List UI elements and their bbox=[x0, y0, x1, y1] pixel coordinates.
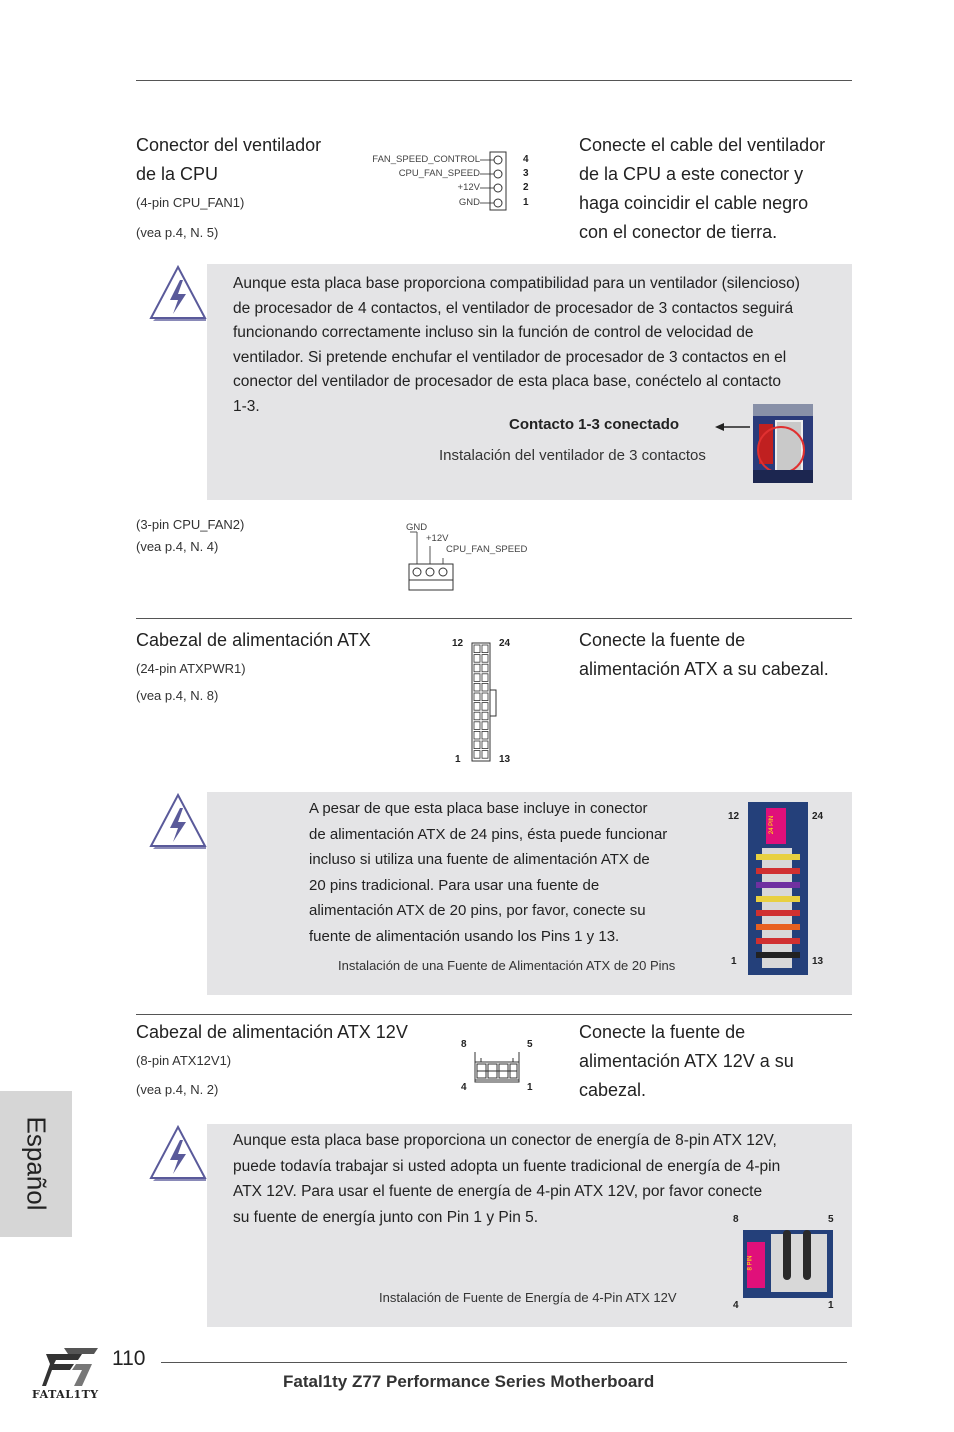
fan2-connector-graphic bbox=[408, 530, 456, 592]
atx-pin-cell bbox=[474, 741, 480, 749]
fan-install-photo bbox=[753, 404, 813, 483]
atx-pin-cell bbox=[474, 683, 480, 691]
note2-caption: Instalación de una Fuente de Alimentación ATX de 20 Pins bbox=[338, 958, 676, 973]
language-tab-label: Español bbox=[21, 1116, 52, 1211]
cpu-fan-ref: (vea p.4, N. 5) bbox=[136, 225, 219, 240]
atx-pin-cell bbox=[474, 703, 480, 711]
product-name: Fatal1ty Z77 Performance Series Motherboard bbox=[283, 1372, 655, 1391]
atx-ref: (vea p.4, N. 8) bbox=[136, 688, 219, 703]
note3-caption: Instalación de Fuente de Energía de 4-Pin ATX 12V bbox=[379, 1290, 677, 1305]
fatal1ty-logo-icon bbox=[42, 1346, 102, 1388]
pin-label-12v: +12V bbox=[457, 182, 480, 193]
atx12v-install-photo bbox=[743, 1230, 833, 1298]
note3-photo-num-8: 8 bbox=[733, 1214, 739, 1225]
atx-pin-cell bbox=[482, 731, 488, 739]
note2-photo-num-1: 1 bbox=[731, 956, 737, 967]
atx-pin-cell bbox=[482, 751, 488, 759]
atx-install-photo bbox=[748, 802, 808, 975]
atx-pin-cell bbox=[482, 712, 488, 720]
cpu-fan-desc-line3: haga coincidir el cable negro bbox=[579, 193, 809, 213]
atx-desc-line2: alimentación ATX a su cabezal. bbox=[579, 659, 829, 679]
note3-photo-num-4: 4 bbox=[733, 1300, 739, 1311]
atx-pin-cell bbox=[482, 741, 488, 749]
note1-line6: 1-3. bbox=[233, 397, 260, 415]
footer-rule bbox=[161, 1362, 847, 1363]
atx-desc-line1: Conecte la fuente de bbox=[579, 630, 746, 650]
pin-number-1: 1 bbox=[523, 197, 529, 208]
atx-pin-cell bbox=[482, 655, 488, 663]
atx12v-title: Cabezal de alimentación ATX 12V bbox=[136, 1022, 408, 1042]
atx-num-1: 1 bbox=[455, 754, 461, 765]
atx12v-diagram bbox=[455, 1036, 545, 1096]
atx-pin-cell bbox=[482, 683, 488, 691]
cpu-fan-pin: (4-pin CPU_FAN1) bbox=[136, 195, 245, 210]
pin-label-gnd: GND bbox=[458, 197, 480, 208]
top-rule bbox=[136, 80, 852, 81]
atx-pin-cell bbox=[482, 722, 488, 730]
note1-text bbox=[233, 272, 853, 419]
note2-line1: A pesar de que esta placa base incluye in conector bbox=[309, 800, 648, 817]
note3-line2: puede todavía trabajar si usted adopta un fuente tradicional de energía de 4-pin bbox=[233, 1157, 781, 1175]
atx-pin-cell bbox=[482, 674, 488, 682]
warning-icon bbox=[148, 264, 208, 322]
pin-number-2: 2 bbox=[523, 182, 529, 193]
note1-line5: conector del ventilador de procesador de esta placa base, conéctelo al contacto bbox=[233, 373, 782, 390]
note-box-atx12v bbox=[207, 1124, 852, 1327]
fatal1ty-logo bbox=[30, 1346, 110, 1406]
cpu-fan-title bbox=[136, 131, 321, 189]
fan2-label-12v: +12V bbox=[426, 533, 449, 544]
note1-line1: Aunque esta placa base proporciona compatibilidad para un ventilador (silencioso) bbox=[233, 275, 800, 292]
note-box-atx bbox=[207, 792, 852, 995]
note1-caption: Instalación del ventilador de 3 contactos bbox=[439, 447, 706, 464]
cpu-fan-diagram bbox=[350, 150, 540, 214]
atx12v-8pin-grid bbox=[471, 1048, 523, 1084]
note3-text bbox=[233, 1128, 780, 1230]
atx12v-num-1: 1 bbox=[527, 1082, 533, 1093]
atx-pin-cell bbox=[474, 712, 480, 720]
cpu-fan-title-line2: de la CPU bbox=[136, 164, 219, 184]
atx-photo-label: 24 PIN bbox=[769, 815, 776, 835]
atx-pin-cell bbox=[474, 731, 480, 739]
atx-pin-cell bbox=[474, 645, 480, 653]
atx-24pin-grid bbox=[471, 642, 503, 762]
cpu-fan-desc-line1: Conecte el cable del ventilador bbox=[579, 135, 826, 155]
atx12v-num-4: 4 bbox=[461, 1082, 467, 1093]
note1-line3: funcionando correctamente incluso sin la función de control de velocidad de bbox=[233, 324, 754, 341]
atx-pin-cell bbox=[482, 645, 488, 653]
atx12v-num-5: 5 bbox=[527, 1039, 533, 1050]
pin-number-3: 3 bbox=[523, 168, 529, 179]
pin-label-fan-speed-control: FAN_SPEED_CONTROL bbox=[372, 154, 480, 165]
note2-line4: 20 pins tradicional. Para usar una fuente de bbox=[309, 876, 600, 894]
atx-pin-cell bbox=[474, 674, 480, 682]
cpu-fan-desc-line2: de la CPU a este conector y bbox=[579, 164, 804, 184]
atx12v-ref: (vea p.4, N. 2) bbox=[136, 1082, 219, 1097]
cpu-fan2-pin: (3-pin CPU_FAN2) bbox=[136, 517, 245, 532]
section-rule-atx12v bbox=[136, 1014, 852, 1015]
atx-num-13: 13 bbox=[499, 754, 511, 765]
note3-line4: su fuente de energía junto con Pin 1 y Pin 5. bbox=[233, 1208, 539, 1226]
atx-pin: (24-pin ATXPWR1) bbox=[136, 661, 246, 676]
fan2-label-speed: CPU_FAN_SPEED bbox=[446, 544, 528, 555]
atx12v-description bbox=[579, 1018, 794, 1105]
fatal1ty-logo-text: FATAL1TY bbox=[32, 1388, 99, 1401]
atx-pin-cell bbox=[474, 655, 480, 663]
note1-line2: de procesador de 4 contactos, el ventilador de procesador de 3 contactos seguirá bbox=[233, 299, 794, 317]
atx-pin-cell bbox=[474, 751, 480, 759]
atx12v-desc-line1: Conecte la fuente de bbox=[579, 1022, 746, 1042]
atx12v-photo-label: 8 PIN bbox=[747, 1255, 754, 1271]
atx12v-desc-line3: cabezal. bbox=[579, 1080, 647, 1100]
atx-pin-cell bbox=[474, 693, 480, 701]
atx-pin-cell bbox=[474, 722, 480, 730]
note1-line4: ventilador. Si pretende enchufar el ventilador de procesador de 3 contactos en el bbox=[233, 348, 787, 366]
atx-diagram bbox=[448, 636, 528, 770]
warning-icon bbox=[148, 792, 208, 850]
page-number: 110 bbox=[112, 1347, 146, 1370]
cpu-fan-title-line1: Conector del ventilador bbox=[136, 135, 322, 155]
cpu-fan2-ref: (vea p.4, N. 4) bbox=[136, 539, 219, 554]
section-rule-atx bbox=[136, 618, 852, 619]
pin-number-4: 4 bbox=[523, 154, 529, 165]
fan2-label-gnd: GND bbox=[406, 522, 428, 533]
atx-pin-cell bbox=[482, 703, 488, 711]
atx-title: Cabezal de alimentación ATX bbox=[136, 630, 371, 650]
cpu-fan-connector-graphic bbox=[480, 150, 516, 214]
atx12v-num-8: 8 bbox=[461, 1039, 467, 1050]
atx-pin-cell bbox=[482, 664, 488, 672]
atx-pin-cell bbox=[482, 693, 488, 701]
note2-text bbox=[309, 796, 667, 949]
note2-line2: de alimentación ATX de 24 pins, ésta puede funcionar bbox=[309, 825, 668, 843]
note2-line3: incluso si utiliza una fuente de alimentación ATX de bbox=[309, 851, 650, 868]
note1-bold-caption: Contacto 1-3 conectado bbox=[509, 416, 680, 433]
note2-line5: alimentación ATX de 20 pins, por favor, conecte su bbox=[309, 902, 646, 919]
atx-num-24: 24 bbox=[499, 638, 511, 649]
note2-photo-num-24: 24 bbox=[812, 811, 824, 822]
pin-label-cpu-fan-speed: CPU_FAN_SPEED bbox=[398, 168, 480, 179]
arrow-icon bbox=[715, 421, 751, 433]
cpu-fan-description bbox=[579, 131, 825, 247]
atx12v-desc-line2: alimentación ATX 12V a su bbox=[579, 1051, 794, 1071]
note3-photo-num-5: 5 bbox=[828, 1214, 834, 1225]
note3-line1: Aunque esta placa base proporciona un conector de energía de 8-pin ATX 12V, bbox=[233, 1132, 777, 1149]
atx12v-pin: (8-pin ATX12V1) bbox=[136, 1053, 232, 1068]
warning-icon bbox=[148, 1124, 208, 1182]
atx-description bbox=[579, 626, 829, 684]
note-box-cpu-fan bbox=[207, 264, 852, 500]
note2-line6: fuente de alimentación usando los Pins 1 y 13. bbox=[309, 927, 620, 945]
atx-pin-cell bbox=[474, 664, 480, 672]
atx-num-12: 12 bbox=[452, 638, 464, 649]
note2-photo-num-12: 12 bbox=[728, 811, 740, 822]
note2-photo-num-13: 13 bbox=[812, 956, 824, 967]
note3-photo-num-1: 1 bbox=[828, 1300, 834, 1311]
cpu-fan2-diagram bbox=[400, 520, 550, 592]
cpu-fan-desc-line4: con el conector de tierra. bbox=[579, 222, 778, 242]
language-tab bbox=[0, 1091, 72, 1237]
note3-line3: ATX 12V. Para usar el fuente de energía de 4-pin ATX 12V, por favor conecte bbox=[233, 1183, 763, 1200]
